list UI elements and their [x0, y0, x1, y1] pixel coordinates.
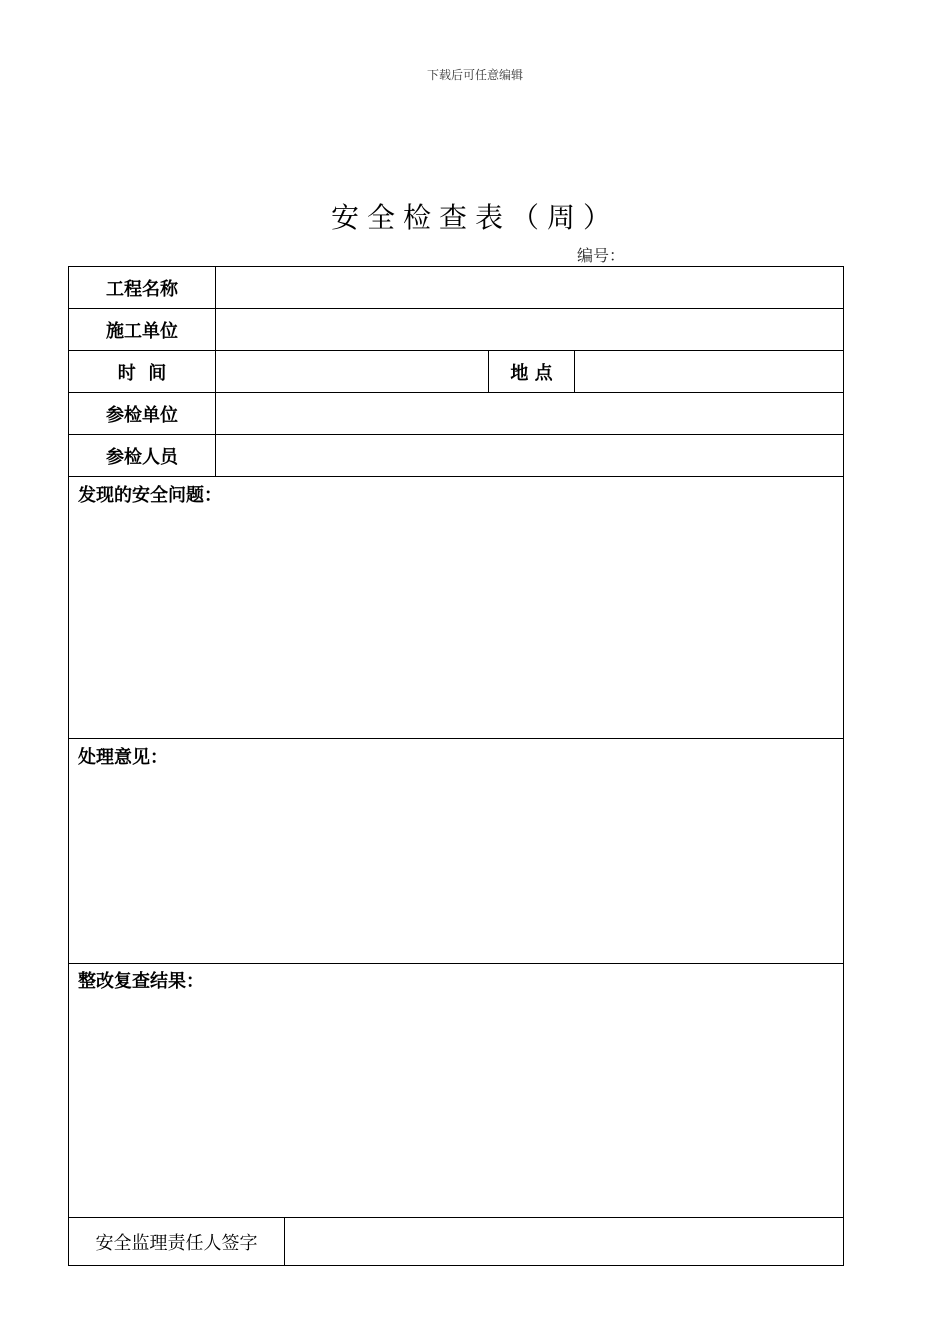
time-label: 时 间 [117, 362, 167, 384]
inspection-units-field[interactable] [216, 393, 843, 434]
project-name-label: 工程名称 [106, 278, 178, 300]
inspection-staff-field[interactable] [216, 435, 843, 476]
row-divider [69, 476, 843, 477]
serial-number-label: 编号： [577, 246, 626, 265]
inspection-units-label: 参检单位 [106, 404, 178, 426]
header-note: 下载后可任意编辑 [426, 68, 523, 82]
location-field[interactable] [575, 351, 843, 392]
issues-found-label: 发现的安全问题： [78, 485, 222, 506]
inspection-form [68, 266, 844, 1266]
page-title: 安全检查表（周） [330, 201, 619, 234]
rectification-result-label: 整改复查结果： [78, 971, 204, 992]
construction-unit-field[interactable] [216, 309, 843, 350]
inspection-staff-label: 参检人员 [106, 446, 178, 468]
signature-field[interactable] [285, 1218, 843, 1266]
time-field[interactable] [216, 351, 488, 392]
rectification-result-area[interactable] [69, 991, 843, 1216]
handling-opinion-area[interactable] [69, 767, 843, 962]
row-divider [69, 963, 843, 964]
signature-label: 安全监理责任人签字 [95, 1233, 258, 1254]
row-divider [69, 738, 843, 739]
construction-unit-label: 施工单位 [106, 320, 178, 342]
project-name-field[interactable] [216, 267, 843, 308]
handling-opinion-label: 处理意见： [78, 747, 168, 768]
location-label: 地 点 [510, 362, 553, 384]
issues-found-area[interactable] [69, 505, 843, 737]
